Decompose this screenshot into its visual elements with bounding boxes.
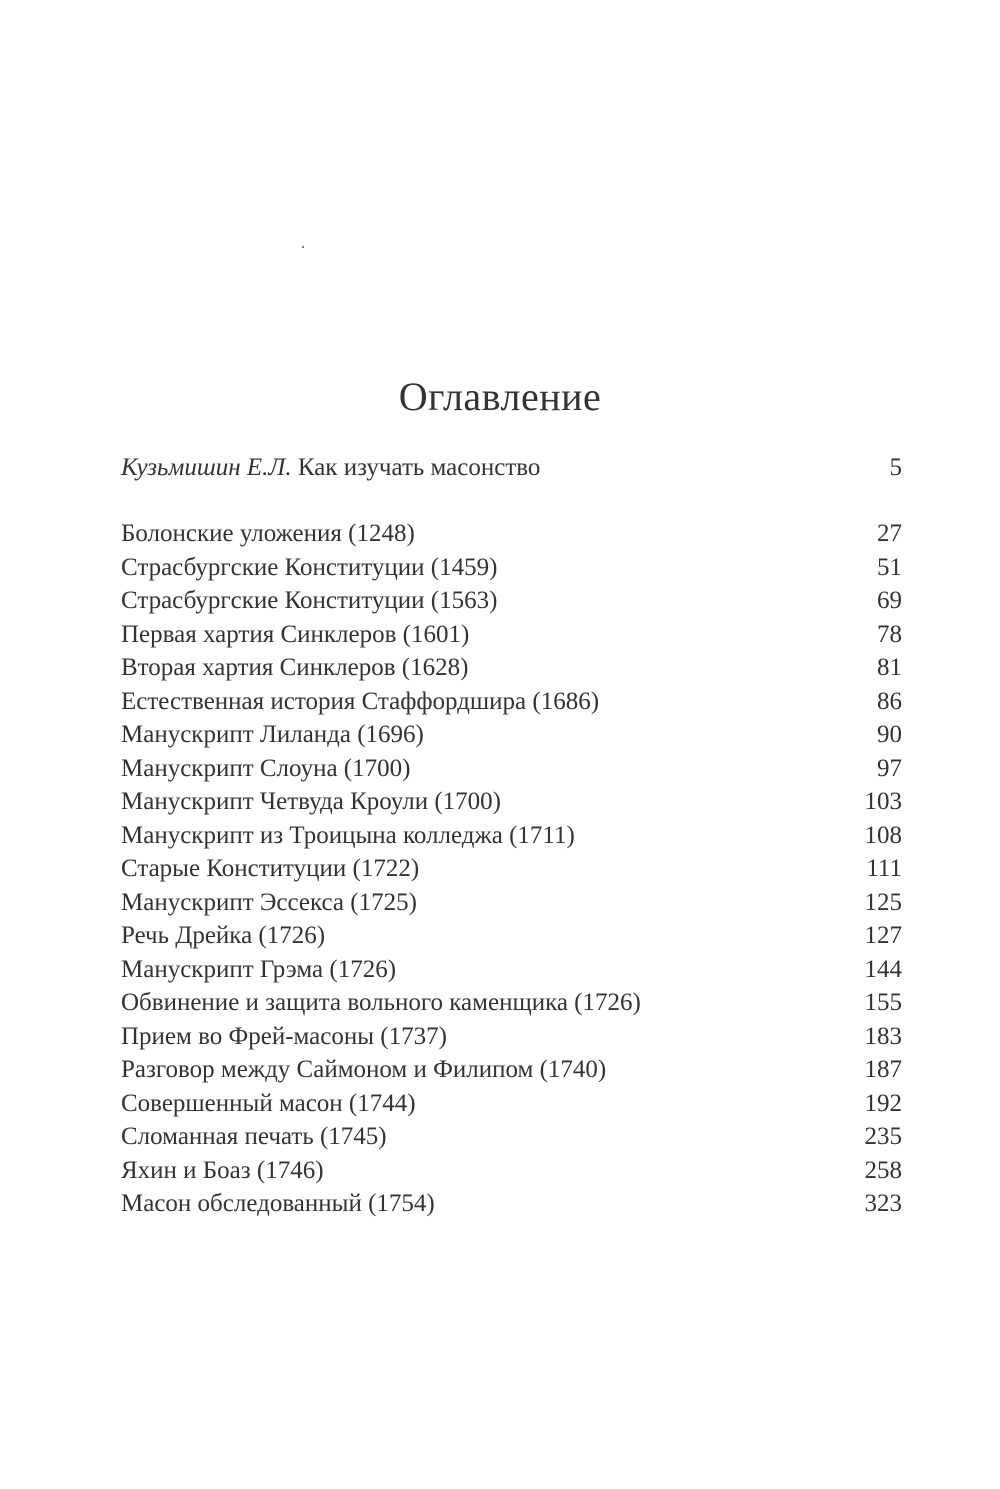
toc-entry[interactable]	[121, 685, 902, 719]
toc-entry-page: 183	[864, 1022, 902, 1050]
toc-entry-title: Совершенный масон (1744)	[121, 1089, 416, 1117]
toc-entry[interactable]	[121, 1087, 902, 1121]
toc-entry-title: Вторая хартия Синклеров (1628)	[121, 654, 469, 681]
toc-list	[121, 517, 902, 1221]
toc-entry-page: 155	[864, 989, 902, 1016]
toc-entry[interactable]	[121, 1020, 902, 1054]
toc-entry[interactable]	[121, 584, 902, 618]
toc-entry-page: 111	[866, 855, 902, 882]
toc-entry-page: 51	[877, 553, 902, 581]
toc-entry[interactable]	[121, 517, 902, 551]
toc-entry[interactable]	[121, 986, 902, 1020]
toc-entry-title: Старые Конституции (1722)	[121, 855, 420, 882]
toc-entry-title: Естественная история Стаффордшира (1686)	[121, 687, 600, 715]
toc-entry[interactable]	[121, 886, 902, 920]
toc-entry[interactable]	[121, 718, 902, 752]
toc-entry-page: 192	[864, 1089, 902, 1117]
toc-entry-page: 258	[864, 1156, 902, 1184]
toc-intro-author: Кузьмишин Е.Л.	[121, 454, 292, 481]
toc-entry[interactable]	[121, 819, 902, 853]
toc-intro-title: Как изучать масонство	[297, 454, 541, 481]
toc-entry-page: 235	[864, 1123, 902, 1150]
toc-entry-title: Болонские уложения (1248)	[121, 520, 415, 547]
toc-entry-page: 27	[877, 520, 902, 547]
toc-entry-page: 90	[877, 721, 902, 748]
toc-entry-title: Манускрипт Слоуна (1700)	[121, 754, 411, 782]
toc-entry-title: Масон обследованный (1754)	[121, 1190, 435, 1217]
toc-entry[interactable]	[121, 618, 902, 652]
toc-entry-title: Обвинение и защита вольного каменщика (1726)	[121, 989, 641, 1016]
toc-entry[interactable]	[121, 953, 902, 987]
page-title: Оглавление	[398, 374, 602, 419]
toc-entry-page: 125	[864, 888, 902, 916]
toc-intro-row[interactable]	[121, 451, 902, 485]
toc-entry[interactable]	[121, 1053, 902, 1087]
toc-entry-page: 323	[864, 1190, 902, 1217]
toc-intro	[121, 451, 902, 485]
toc-entry[interactable]	[121, 1120, 902, 1154]
toc-entry-title: Страсбургские Конституции (1563)	[121, 587, 498, 614]
toc-entry[interactable]	[121, 1154, 902, 1188]
toc-entry-page: 78	[877, 620, 902, 648]
toc-entry[interactable]	[121, 1187, 902, 1221]
toc-entry-page: 97	[877, 754, 902, 782]
toc-entry-title: Речь Дрейка (1726)	[121, 922, 326, 949]
toc-entry-title: Манускрипт Лиланда (1696)	[121, 721, 424, 748]
toc-entry-title: Страсбургские Конституции (1459)	[121, 553, 498, 581]
toc-entry-title: Прием во Фрей-масоны (1737)	[121, 1022, 447, 1050]
toc-entry-page: 81	[877, 654, 902, 681]
toc-entry-page: 187	[864, 1056, 902, 1083]
toc-entry[interactable]	[121, 651, 902, 685]
toc-entry-title: Первая хартия Синклеров (1601)	[121, 620, 470, 648]
toc-entry[interactable]	[121, 785, 902, 819]
toc-entry[interactable]	[121, 919, 902, 953]
toc-intro-page: 5	[889, 454, 902, 481]
toc-entry-page: 108	[864, 821, 902, 849]
toc-entry[interactable]	[121, 752, 902, 786]
toc-entry-title: Сломанная печать (1745)	[121, 1123, 387, 1150]
toc-entry[interactable]	[121, 551, 902, 585]
toc-entry-page: 103	[864, 788, 902, 815]
toc-entry-title: Разговор между Саймоном и Филипом (1740)	[121, 1056, 607, 1083]
toc-entry-title: Манускрипт из Троицына колледжа (1711)	[121, 821, 575, 849]
toc-entry-page: 144	[864, 955, 902, 983]
toc-entry-page: 86	[877, 687, 902, 715]
toc-entry-title: Яхин и Боаз (1746)	[121, 1156, 324, 1184]
toc-entry[interactable]	[121, 852, 902, 886]
toc-entry-page: 69	[877, 587, 902, 614]
toc-intro-text	[121, 451, 540, 485]
toc-entry-title: Манускрипт Грэма (1726)	[121, 955, 397, 983]
toc-entry-title: Манускрипт Эссекса (1725)	[121, 888, 417, 916]
page-speck	[302, 246, 304, 248]
toc-entry-page: 127	[864, 922, 902, 949]
toc-entry-title: Манускрипт Четвуда Кроули (1700)	[121, 788, 501, 815]
